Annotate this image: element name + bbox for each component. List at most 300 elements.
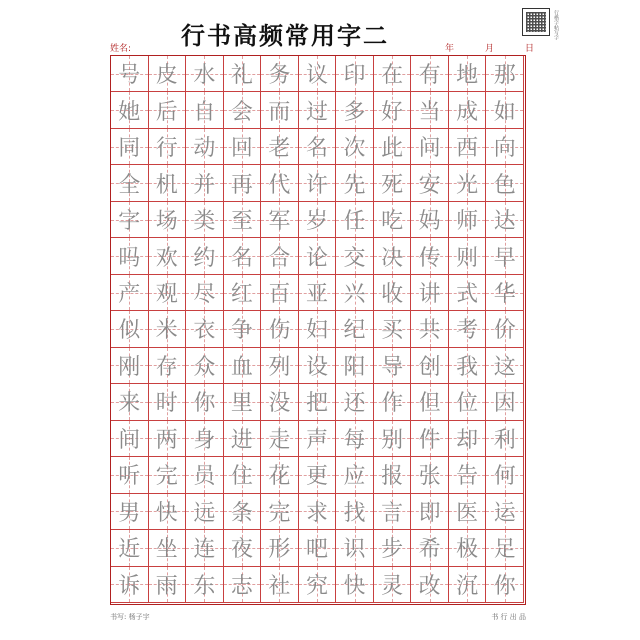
practice-character: 当	[418, 99, 441, 125]
practice-character: 产	[118, 282, 141, 308]
grid-cell	[111, 238, 149, 274]
month-label: 月	[485, 44, 495, 54]
practice-character: 岁	[305, 209, 328, 235]
grid-cell	[299, 311, 337, 347]
practice-character: 足	[493, 537, 516, 563]
grid-cell	[449, 421, 487, 457]
grid-cell	[261, 384, 299, 420]
grid-cell	[486, 202, 524, 238]
grid-cell	[411, 56, 449, 92]
grid-cell	[299, 275, 337, 311]
practice-character: 会	[230, 99, 253, 125]
practice-character: 还	[343, 391, 366, 417]
practice-character: 动	[193, 136, 216, 162]
practice-character: 有	[418, 63, 441, 89]
grid-cell	[449, 129, 487, 165]
practice-character: 向	[493, 136, 516, 162]
grid-cell	[224, 165, 262, 201]
practice-character: 军	[268, 209, 291, 235]
footer-author: 书写: 杨子宇	[110, 613, 150, 621]
practice-character: 张	[418, 464, 441, 490]
practice-character: 每	[343, 427, 366, 453]
grid-cell	[299, 348, 337, 384]
grid-cell	[411, 165, 449, 201]
practice-character: 这	[493, 354, 516, 380]
practice-character: 近	[118, 537, 141, 563]
practice-character: 列	[268, 354, 291, 380]
page-title: 行书高频常用字二	[181, 21, 389, 50]
practice-character: 而	[268, 99, 291, 125]
practice-character: 印	[343, 63, 366, 89]
practice-character: 设	[305, 354, 328, 380]
grid-cell	[486, 311, 524, 347]
practice-character: 衣	[193, 318, 216, 344]
practice-character: 回	[230, 136, 253, 162]
grid-cell	[261, 165, 299, 201]
practice-character: 机	[155, 172, 178, 198]
practice-character: 刚	[118, 354, 141, 380]
practice-character: 两	[155, 427, 178, 453]
qr-code-icon	[522, 8, 550, 36]
grid-cell	[449, 494, 487, 530]
grid-cell	[149, 129, 187, 165]
practice-character: 全	[118, 172, 141, 198]
grid-cell	[336, 530, 374, 566]
practice-character: 式	[456, 282, 479, 308]
grid-cell	[374, 530, 412, 566]
grid-cell	[111, 56, 149, 92]
grid-cell	[449, 348, 487, 384]
practice-character: 华	[493, 282, 516, 308]
grid-cell	[186, 92, 224, 128]
practice-character: 兴	[343, 282, 366, 308]
grid-cell	[111, 311, 149, 347]
practice-character: 务	[268, 63, 291, 89]
practice-character: 步	[381, 537, 404, 563]
grid-cell	[224, 56, 262, 92]
practice-character: 求	[305, 500, 328, 526]
practice-character: 社	[268, 573, 291, 599]
practice-character: 伤	[268, 318, 291, 344]
practice-character: 地	[456, 63, 479, 89]
grid-cell	[149, 56, 187, 92]
grid-cell	[486, 457, 524, 493]
grid-cell	[374, 129, 412, 165]
practice-character: 西	[456, 136, 479, 162]
practice-character: 行	[155, 136, 178, 162]
practice-character: 作	[381, 391, 404, 417]
practice-character: 完	[268, 500, 291, 526]
grid-cell	[224, 384, 262, 420]
practice-character: 听	[118, 464, 141, 490]
practice-character: 完	[155, 464, 178, 490]
practice-character: 收	[381, 282, 404, 308]
grid-cell	[261, 202, 299, 238]
grid-cell	[261, 530, 299, 566]
grid-cell	[111, 567, 149, 603]
practice-character: 究	[305, 573, 328, 599]
grid-cell	[336, 238, 374, 274]
practice-character: 交	[343, 245, 366, 271]
practice-character: 任	[343, 209, 366, 235]
practice-character: 如	[493, 99, 516, 125]
practice-character: 达	[493, 209, 516, 235]
grid-cell	[149, 348, 187, 384]
grid-cell	[224, 311, 262, 347]
grid-cell	[374, 238, 412, 274]
grid-cell	[261, 457, 299, 493]
grid-cell	[224, 567, 262, 603]
grid-cell	[374, 56, 412, 92]
grid-cell	[111, 530, 149, 566]
grid-cell	[299, 567, 337, 603]
practice-character: 红	[230, 282, 253, 308]
practice-character: 观	[155, 282, 178, 308]
grid-cell	[224, 494, 262, 530]
practice-character: 多	[343, 99, 366, 125]
grid-cell	[374, 202, 412, 238]
grid-cell	[299, 238, 337, 274]
grid-cell	[374, 384, 412, 420]
practice-character: 更	[305, 464, 328, 490]
practice-character: 次	[343, 136, 366, 162]
practice-character: 场	[155, 209, 178, 235]
grid-cell	[411, 457, 449, 493]
practice-character: 决	[381, 245, 404, 271]
grid-cell	[486, 92, 524, 128]
grid-cell	[374, 567, 412, 603]
practice-character: 远	[193, 500, 216, 526]
grid-cell	[336, 92, 374, 128]
grid-cell	[186, 530, 224, 566]
grid-cell	[449, 202, 487, 238]
grid-cell	[186, 238, 224, 274]
practice-character: 再	[230, 172, 253, 198]
practice-character: 纪	[343, 318, 366, 344]
practice-character: 早	[493, 245, 516, 271]
practice-character: 雨	[155, 573, 178, 599]
practice-character: 则	[456, 245, 479, 271]
practice-character: 至	[230, 209, 253, 235]
practice-character: 师	[456, 209, 479, 235]
grid-cell	[336, 421, 374, 457]
grid-cell	[411, 421, 449, 457]
practice-character: 问	[418, 136, 441, 162]
grid-cell	[186, 202, 224, 238]
grid-cell	[149, 275, 187, 311]
practice-character: 夜	[230, 537, 253, 563]
practice-character: 此	[381, 136, 404, 162]
practice-character: 讲	[418, 282, 441, 308]
grid-cell	[111, 202, 149, 238]
grid-cell	[261, 567, 299, 603]
practice-character: 她	[118, 99, 141, 125]
grid-cell	[486, 567, 524, 603]
practice-character: 坐	[155, 537, 178, 563]
year-label: 年	[445, 44, 455, 54]
grid-cell	[374, 92, 412, 128]
practice-character: 言	[381, 500, 404, 526]
grid-cell	[449, 56, 487, 92]
practice-character: 条	[230, 500, 253, 526]
grid-cell	[411, 348, 449, 384]
practice-character: 合	[268, 245, 291, 271]
footer	[110, 612, 526, 624]
header-info-row	[110, 41, 536, 53]
practice-character: 安	[418, 172, 441, 198]
grid-cell	[374, 457, 412, 493]
practice-character: 光	[456, 172, 479, 198]
practice-character: 死	[381, 172, 404, 198]
grid-cell	[299, 384, 337, 420]
grid-cell	[261, 129, 299, 165]
practice-character: 创	[418, 354, 441, 380]
practice-character: 间	[118, 427, 141, 453]
grid-cell	[336, 129, 374, 165]
practice-character: 水	[193, 63, 216, 89]
grid-cell	[411, 238, 449, 274]
practice-character: 米	[155, 318, 178, 344]
practice-character: 走	[268, 427, 291, 453]
practice-character: 即	[418, 500, 441, 526]
practice-character: 何	[493, 464, 516, 490]
grid-cell	[449, 165, 487, 201]
practice-character: 改	[418, 573, 441, 599]
practice-character: 极	[456, 537, 479, 563]
practice-character: 尽	[193, 282, 216, 308]
grid-cell	[449, 311, 487, 347]
grid-cell	[111, 494, 149, 530]
character-grid	[110, 55, 526, 605]
grid-cell	[336, 348, 374, 384]
grid-cell	[224, 457, 262, 493]
grid-cell	[149, 165, 187, 201]
grid-cell	[224, 92, 262, 128]
grid-cell	[411, 202, 449, 238]
grid-cell	[224, 421, 262, 457]
grid-cell	[111, 348, 149, 384]
practice-character: 利	[493, 427, 516, 453]
grid-cell	[111, 275, 149, 311]
practice-character: 成	[456, 99, 479, 125]
grid-cell	[486, 165, 524, 201]
grid-cell	[149, 202, 187, 238]
grid-cell	[486, 421, 524, 457]
grid-cell	[299, 129, 337, 165]
practice-character: 里	[230, 391, 253, 417]
practice-character: 花	[268, 464, 291, 490]
practice-character: 似	[118, 318, 141, 344]
practice-character: 那	[493, 63, 516, 89]
grid-cell	[411, 384, 449, 420]
grid-cell	[449, 92, 487, 128]
grid-cell	[299, 421, 337, 457]
practice-character: 许	[305, 172, 328, 198]
grid-cell	[299, 457, 337, 493]
grid-cell	[336, 56, 374, 92]
practice-character: 百	[268, 282, 291, 308]
practice-character: 却	[456, 427, 479, 453]
practice-character: 号	[118, 63, 141, 89]
qr-caption: 行楷字帖写字	[553, 10, 559, 40]
grid-cell	[149, 421, 187, 457]
practice-character: 件	[418, 427, 441, 453]
practice-character: 传	[418, 245, 441, 271]
practice-character: 运	[493, 500, 516, 526]
practice-character: 连	[193, 537, 216, 563]
grid-cell	[449, 238, 487, 274]
practice-character: 代	[268, 172, 291, 198]
grid-cell	[449, 457, 487, 493]
grid-cell	[486, 348, 524, 384]
grid-cell	[374, 311, 412, 347]
practice-character: 进	[230, 427, 253, 453]
grid-cell	[411, 567, 449, 603]
grid-cell	[149, 238, 187, 274]
practice-character: 因	[493, 391, 516, 417]
practice-character: 吃	[381, 209, 404, 235]
practice-character: 考	[456, 318, 479, 344]
grid-cell	[336, 457, 374, 493]
practice-character: 把	[305, 391, 328, 417]
grid-cell	[111, 165, 149, 201]
practice-character: 男	[118, 500, 141, 526]
practice-character: 过	[305, 99, 328, 125]
grid-cell	[186, 384, 224, 420]
grid-cell	[186, 421, 224, 457]
practice-character: 礼	[230, 63, 253, 89]
grid-cell	[336, 275, 374, 311]
grid-cell	[486, 129, 524, 165]
grid-cell	[261, 56, 299, 92]
practice-character: 来	[118, 391, 141, 417]
practice-character: 快	[155, 500, 178, 526]
practice-sheet	[88, 0, 558, 640]
practice-character: 吧	[305, 537, 328, 563]
grid-cell	[224, 275, 262, 311]
grid-cell	[411, 494, 449, 530]
grid-cell	[411, 311, 449, 347]
grid-cell	[261, 92, 299, 128]
grid-cell	[149, 457, 187, 493]
practice-character: 存	[155, 354, 178, 380]
grid-cell	[224, 202, 262, 238]
footer-brand: 书 行 出 品	[491, 613, 526, 621]
grid-cell	[486, 238, 524, 274]
grid-cell	[224, 530, 262, 566]
practice-character: 形	[268, 537, 291, 563]
practice-character: 并	[193, 172, 216, 198]
grid-cell	[336, 311, 374, 347]
practice-character: 快	[343, 573, 366, 599]
grid-cell	[186, 494, 224, 530]
practice-character: 皮	[155, 63, 178, 89]
practice-character: 别	[381, 427, 404, 453]
grid-cell	[111, 92, 149, 128]
practice-character: 类	[193, 209, 216, 235]
grid-cell	[111, 421, 149, 457]
grid-cell	[186, 567, 224, 603]
grid-cell	[186, 457, 224, 493]
practice-character: 导	[381, 354, 404, 380]
grid-cell	[299, 165, 337, 201]
practice-character: 住	[230, 464, 253, 490]
grid-cell	[336, 384, 374, 420]
grid-cell	[374, 494, 412, 530]
grid-cell	[336, 567, 374, 603]
practice-character: 找	[343, 500, 366, 526]
practice-character: 阳	[343, 354, 366, 380]
practice-character: 字	[118, 209, 141, 235]
grid-cell	[261, 275, 299, 311]
practice-character: 买	[381, 318, 404, 344]
practice-character: 诉	[118, 573, 141, 599]
grid-cell	[299, 202, 337, 238]
grid-cell	[186, 275, 224, 311]
practice-character: 欢	[155, 245, 178, 271]
grid-cell	[186, 311, 224, 347]
practice-character: 色	[493, 172, 516, 198]
grid-cell	[336, 202, 374, 238]
day-label: 日	[525, 44, 535, 54]
practice-character: 灵	[381, 573, 404, 599]
grid-cell	[224, 348, 262, 384]
practice-character: 妈	[418, 209, 441, 235]
grid-cell	[374, 165, 412, 201]
grid-cell	[261, 311, 299, 347]
practice-character: 众	[193, 354, 216, 380]
practice-character: 你	[493, 573, 516, 599]
practice-character: 身	[193, 427, 216, 453]
practice-character: 共	[418, 318, 441, 344]
grid-cell	[186, 165, 224, 201]
grid-cell	[299, 56, 337, 92]
grid-cell	[149, 92, 187, 128]
grid-cell	[111, 384, 149, 420]
practice-character: 吗	[118, 245, 141, 271]
practice-character: 价	[493, 318, 516, 344]
practice-character: 名	[230, 245, 253, 271]
practice-character: 争	[230, 318, 253, 344]
grid-cell	[336, 494, 374, 530]
practice-character: 没	[268, 391, 291, 417]
grid-cell	[449, 384, 487, 420]
grid-cell	[486, 494, 524, 530]
practice-character: 你	[193, 391, 216, 417]
grid-cell	[374, 421, 412, 457]
practice-character: 时	[155, 391, 178, 417]
grid-cell	[449, 530, 487, 566]
grid-cell	[411, 129, 449, 165]
practice-character: 声	[305, 427, 328, 453]
practice-character: 但	[418, 391, 441, 417]
grid-cell	[111, 457, 149, 493]
grid-cell	[374, 275, 412, 311]
grid-cell	[411, 275, 449, 311]
practice-character: 议	[305, 63, 328, 89]
grid-cell	[299, 92, 337, 128]
grid-cell	[486, 384, 524, 420]
practice-character: 先	[343, 172, 366, 198]
grid-cell	[411, 530, 449, 566]
grid-cell	[149, 494, 187, 530]
grid-cell	[149, 567, 187, 603]
grid-cell	[149, 384, 187, 420]
grid-cell	[186, 56, 224, 92]
grid-cell	[411, 92, 449, 128]
practice-character: 报	[381, 464, 404, 490]
grid-cell	[449, 567, 487, 603]
